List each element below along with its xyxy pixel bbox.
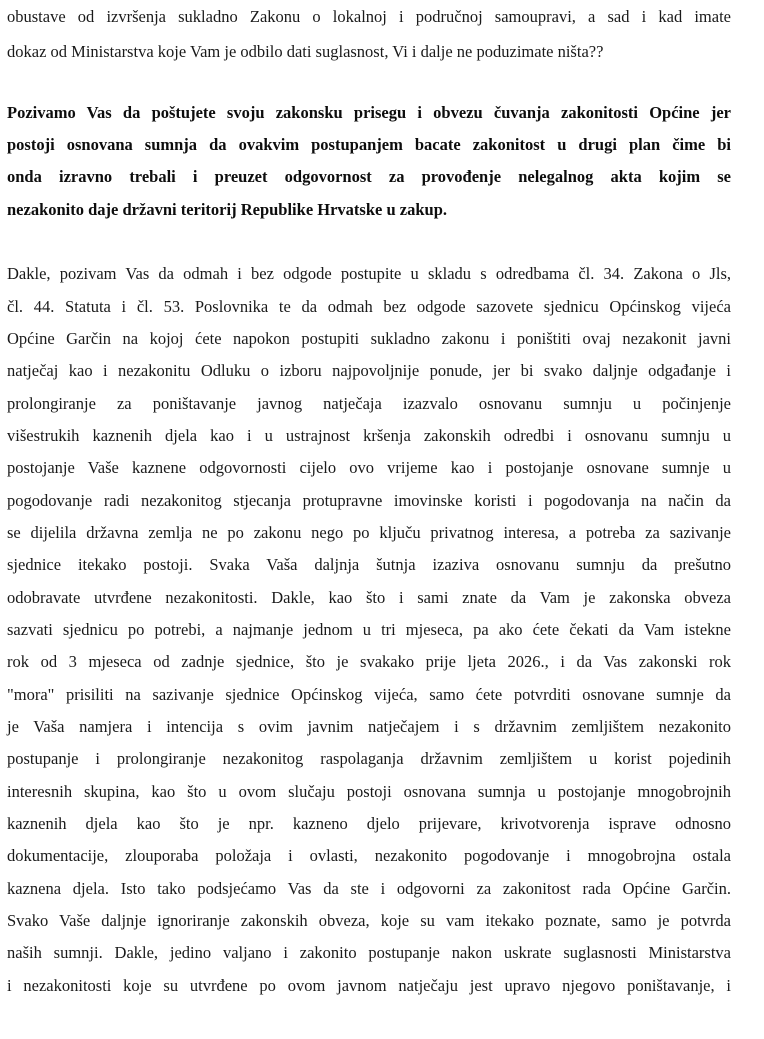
paragraph-3-line-22: naših sumnji. Dakle, jedino valjano i zakonito postupanje nakon uskrate suglasnosti Ministarstva (7, 943, 731, 962)
paragraph-3-line-21: Svako Vaše daljnje ignoriranje zakonskih obveza, koje su vam itekako poznate, samo je potvrda (7, 911, 731, 930)
paragraph-3-line-8: pogodovanje radi nezakonitog stjecanja protupravne imovinske koristi i pogodovanja na način da (7, 491, 731, 510)
paragraph-3-line-15: je Vaša namjera i intencija s ovim javnim natječajem i s državnim zemljištem nezakonito (7, 717, 731, 736)
paragraph-3-line-9: se dijelila državna zemlja ne po zakonu nego po ključu privatnog interesa, a potreba za sazivanje (7, 523, 731, 542)
paragraph-1-line-1: obustave od izvršenja sukladno Zakonu o lokalnoj i područnoj samoupravi, a sad i kad imate (7, 7, 731, 26)
paragraph-1-line-2: dokaz od Ministarstva koje Vam je odbilo dati suglasnost, Vi i dalje ne poduzimate ništa?? (7, 42, 604, 61)
paragraph-2-line-3: onda izravno trebali i preuzet odgovornost za provođenje nelegalnog akta kojim se (7, 167, 731, 186)
paragraph-3-line-16: postupanje i prolongiranje nezakonitog raspolaganja državnim zemljištem u korist pojedinih (7, 749, 731, 768)
paragraph-3-line-7: postojanje Vaše kaznene odgovornosti cijelo ovo vrijeme kao i postojanje osnovane sumnje u (7, 458, 731, 477)
paragraph-3-line-18: kaznenih djela kao što je npr. kazneno djelo prijevare, krivotvorenja isprave odnosno (7, 814, 731, 833)
paragraph-3-line-12: sazvati sjednicu po potrebi, a najmanje jednom u tri mjeseca, pa ako ćete čekati da Vam istekne (7, 620, 731, 639)
paragraph-3-line-23: i nezakonitosti koje su utvrđene po ovom javnom natječaju jest upravo njegovo poništavanje, i (7, 976, 731, 995)
paragraph-3-line-4: natječaj kao i nezakonitu Odluku o izboru najpovoljnije ponude, jer bi svako daljnje odgađanje i (7, 361, 731, 380)
paragraph-3-line-5: prolongiranje za poništavanje javnog natječaja izazvalo osnovanu sumnju u počinjenje (7, 394, 731, 413)
paragraph-3-line-6: višestrukih kaznenih djela kao i u ustrajnost kršenja zakonskih odredbi i osnovanu sumnju u (7, 426, 731, 445)
paragraph-3-line-2: čl. 44. Statuta i čl. 53. Poslovnika te da odmah bez odgode sazovete sjednicu Općinskog vijeća (7, 297, 731, 316)
paragraph-3-line-19: dokumentacije, zlouporaba položaja i ovlasti, nezakonito pogodovanje i mnogobrojna ostala (7, 846, 731, 865)
paragraph-3-line-1: Dakle, pozivam Vas da odmah i bez odgode postupite u skladu s odredbama čl. 34. Zakona o Jls, (7, 264, 731, 283)
paragraph-3-line-3: Općine Garčin na kojoj ćete napokon postupiti sukladno zakonu i poništiti ovaj nezakonit javni (7, 329, 731, 348)
paragraph-3-line-17: interesnih skupina, kao što u ovom slučaju postoji osnovana sumnja u postojanje mnogobrojnih (7, 782, 731, 801)
paragraph-2-line-1: Pozivamo Vas da poštujete svoju zakonsku prisegu i obvezu čuvanja zakonitosti Općine jer (7, 103, 731, 122)
paragraph-3-line-20: kaznena djela. Isto tako podsjećamo Vas da ste i odgovorni za zakonitost rada Općine Garčin. (7, 879, 731, 898)
paragraph-3-line-11: odobravate utvrđene nezakonitosti. Dakle, kao što i sami znate da Vam je zakonska obveza (7, 588, 731, 607)
paragraph-2-line-2: postoji osnovana sumnja da ovakvim postupanjem bacate zakonitost u drugi plan čime bi (7, 135, 731, 154)
paragraph-3-line-13: rok od 3 mjeseca od zadnje sjednice, što je svakako prije ljeta 2026., i da Vas zakonski rok (7, 652, 731, 671)
paragraph-2-line-4: nezakonito daje državni teritorij Republike Hrvatske u zakup. (7, 200, 447, 219)
paragraph-3-line-14: "mora" prisiliti na sazivanje sjednice Općinskog vijeća, samo ćete potvrditi osnovane sumnje da (7, 685, 731, 704)
paragraph-3-line-10: sjednice itekako postoji. Svaka Vaša daljnja šutnja izaziva osnovanu sumnju da prešutno (7, 555, 731, 574)
